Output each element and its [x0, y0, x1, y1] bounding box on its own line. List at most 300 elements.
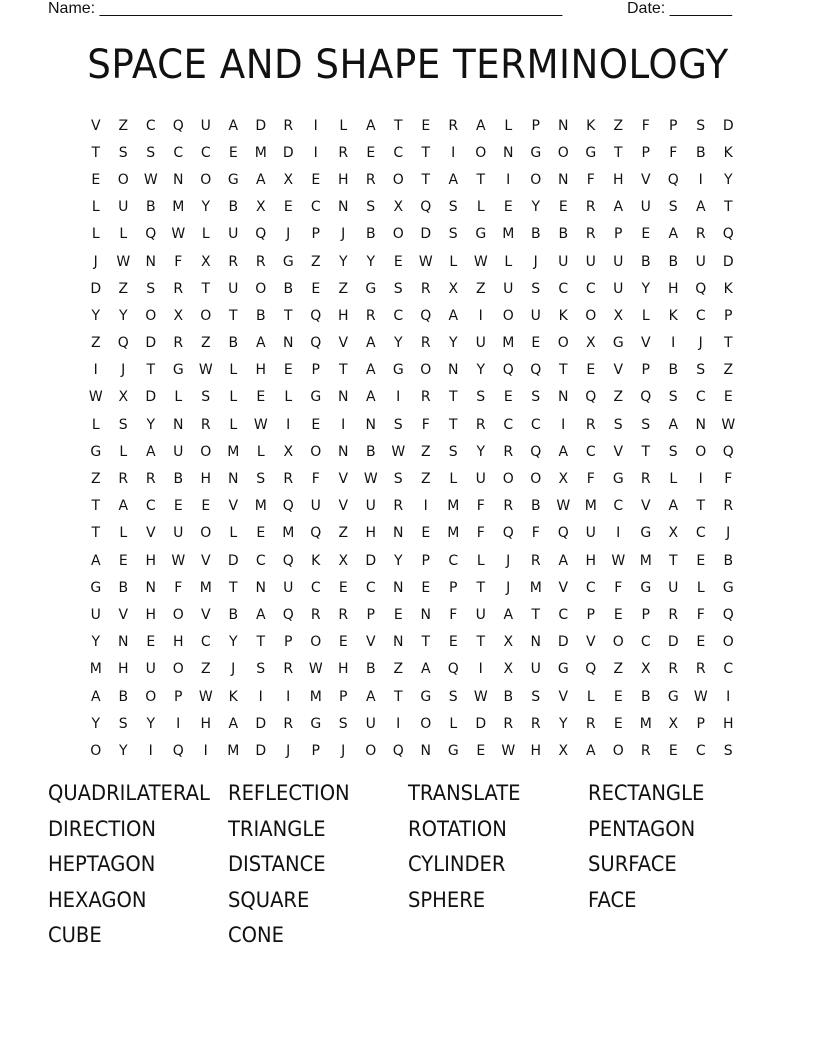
grid-letter: E [503, 389, 513, 406]
grid-letter: R [695, 226, 706, 243]
grid-letter: Z [475, 280, 486, 297]
grid-letter: Y [91, 634, 101, 651]
grid-letter: A [365, 335, 376, 352]
grid-letter: A [503, 606, 514, 623]
grid-letter: C [393, 144, 404, 161]
grid-letter: F [531, 525, 540, 542]
grid-letter: F [586, 171, 595, 188]
grid-letter: O [310, 443, 322, 460]
grid-letter: L [476, 552, 485, 569]
grid-letter: V [640, 498, 651, 515]
grid-letter: C [310, 199, 321, 216]
grid-letter: G [420, 688, 432, 705]
grid-letter: T [228, 307, 238, 324]
grid-letter: W [198, 688, 213, 705]
grid-letter: R [283, 661, 294, 678]
grid-letter: H [337, 661, 349, 678]
grid-letter: S [118, 715, 128, 732]
grid-letter: X [668, 715, 679, 732]
grid-letter: G [475, 226, 487, 243]
grid-letter: A [90, 552, 101, 569]
grid-letter: X [283, 443, 294, 460]
grid-letter: Z [723, 362, 734, 379]
grid-letter: U [90, 606, 101, 623]
grid-letter: E [118, 552, 128, 569]
grid-letter: I [726, 688, 731, 705]
grid-letter: Q [282, 552, 294, 569]
grid-letter: E [366, 144, 376, 161]
grid-letter: H [365, 525, 377, 542]
grid-letter: Q [447, 661, 459, 678]
grid-letter: F [696, 606, 705, 623]
grid-letter: S [256, 661, 266, 678]
grid-letter: N [393, 525, 404, 542]
grid-letter: E [283, 199, 293, 216]
grid-letter: S [146, 280, 156, 297]
grid-letter: X [558, 742, 569, 759]
grid-letter: I [286, 688, 291, 705]
word-list-item: FACE [588, 887, 637, 912]
grid-letter: L [229, 416, 238, 433]
grid-letter: L [119, 443, 128, 460]
grid-row [82, 112, 742, 139]
grid-letter: P [311, 742, 320, 759]
word-list-item: DIRECTION [48, 816, 157, 841]
grid-letter: I [148, 742, 153, 759]
grid-letter: I [396, 715, 401, 732]
grid-letter: P [696, 715, 705, 732]
grid-letter: N [393, 579, 404, 596]
grid-letter: B [695, 144, 706, 161]
grid-letter: C [448, 552, 459, 569]
grid-letter: Q [530, 443, 542, 460]
grid-letter: S [448, 226, 458, 243]
grid-letter: W [473, 688, 488, 705]
grid-letter: S [668, 199, 678, 216]
grid-letter: R [365, 307, 376, 324]
grid-letter: Z [613, 389, 624, 406]
grid-letter: P [174, 688, 183, 705]
grid-letter: Q [255, 226, 267, 243]
grid-letter: Q [502, 525, 514, 542]
grid-letter: Y [641, 280, 651, 297]
grid-letter: B [640, 253, 651, 270]
grid-letter: X [393, 199, 404, 216]
grid-letter: S [448, 688, 458, 705]
grid-letter: U [173, 443, 184, 460]
grid-letter: G [282, 253, 294, 270]
grid-letter: L [696, 579, 705, 596]
grid-letter: T [201, 280, 211, 297]
grid-letter: R [200, 416, 211, 433]
grid-letter: N [420, 606, 431, 623]
grid-letter: Q [667, 171, 679, 188]
grid-letter: K [723, 280, 733, 297]
grid-letter: R [723, 498, 734, 515]
grid-letter: G [667, 688, 679, 705]
grid-letter: T [531, 606, 541, 623]
grid-letter: T [476, 579, 486, 596]
grid-letter: I [258, 688, 263, 705]
grid-row [82, 139, 742, 166]
grid-letter: Y [723, 171, 733, 188]
grid-letter: N [365, 416, 376, 433]
grid-letter: A [255, 171, 266, 188]
grid-letter: E [338, 634, 348, 651]
grid-letter: I [93, 362, 98, 379]
grid-letter: X [283, 171, 294, 188]
grid-letter: O [365, 742, 377, 759]
grid-letter: O [722, 634, 734, 651]
grid-letter: R [310, 606, 321, 623]
word-list-item: TRANSLATE [408, 781, 521, 805]
grid-row [82, 357, 742, 384]
grid-row [82, 737, 742, 764]
grid-letter: M [309, 688, 322, 705]
grid-letter: E [421, 117, 431, 134]
grid-letter: K [311, 552, 321, 569]
grid-letter: A [558, 552, 569, 569]
grid-letter: R [145, 471, 156, 488]
grid-letter: L [229, 389, 238, 406]
word-list-item: SQUARE [228, 887, 310, 912]
grid-letter: G [612, 471, 624, 488]
grid-letter: D [145, 389, 157, 406]
grid-letter: I [698, 171, 703, 188]
grid-letter: I [478, 661, 483, 678]
grid-letter: O [502, 471, 514, 488]
grid-letter: F [724, 471, 733, 488]
grid-letter: S [118, 144, 128, 161]
grid-letter: S [696, 362, 706, 379]
grid-letter: O [90, 742, 102, 759]
grid-letter: N [173, 416, 184, 433]
grid-letter: F [641, 117, 650, 134]
grid-letter: F [311, 471, 320, 488]
grid-letter: O [145, 307, 157, 324]
grid-letter: E [311, 171, 321, 188]
grid-letter: Q [420, 307, 432, 324]
grid-letter: P [284, 634, 293, 651]
grid-row [82, 330, 742, 357]
grid-letter: W [363, 471, 378, 488]
grid-letter: N [338, 389, 349, 406]
grid-letter: Q [282, 606, 294, 623]
grid-letter: Y [531, 199, 541, 216]
grid-letter: J [698, 335, 703, 352]
grid-letter: R [283, 471, 294, 488]
grid-letter: T [421, 634, 431, 651]
grid-letter: B [118, 688, 129, 705]
grid-letter: R [283, 715, 294, 732]
grid-letter: A [228, 117, 239, 134]
grid-letter: A [585, 742, 596, 759]
grid-letter: T [338, 362, 348, 379]
grid-letter: T [723, 199, 733, 216]
grid-letter: V [145, 525, 156, 542]
grid-letter: C [585, 280, 596, 297]
grid-letter: V [338, 471, 349, 488]
grid-letter: K [228, 688, 238, 705]
grid-letter: L [476, 199, 485, 216]
grid-letter: Z [420, 443, 431, 460]
grid-row [82, 275, 742, 302]
grid-letter: R [365, 171, 376, 188]
grid-letter: P [366, 606, 375, 623]
grid-letter: J [341, 226, 346, 243]
grid-letter: S [393, 280, 403, 297]
grid-letter: V [558, 579, 569, 596]
grid-letter: X [200, 253, 211, 270]
grid-letter: Z [200, 335, 211, 352]
grid-letter: Q [722, 443, 734, 460]
grid-letter: O [585, 307, 597, 324]
grid-letter: J [341, 742, 346, 759]
grid-letter: T [393, 688, 403, 705]
grid-letter: R [640, 471, 651, 488]
grid-letter: H [722, 715, 734, 732]
grid-letter: I [478, 307, 483, 324]
grid-letter: G [310, 389, 322, 406]
grid-letter: P [311, 362, 320, 379]
grid-letter: M [89, 661, 102, 678]
grid-letter: T [448, 389, 458, 406]
grid-row [82, 520, 742, 547]
grid-letter: F [174, 579, 183, 596]
grid-letter: R [118, 471, 129, 488]
grid-letter: O [530, 471, 542, 488]
grid-letter: P [311, 226, 320, 243]
grid-letter: R [530, 552, 541, 569]
grid-letter: X [118, 389, 129, 406]
grid-letter: L [284, 389, 293, 406]
grid-letter: U [585, 525, 596, 542]
grid-letter: U [695, 253, 706, 270]
grid-letter: N [118, 634, 129, 651]
grid-letter: D [90, 280, 102, 297]
grid-letter: G [530, 144, 542, 161]
grid-letter: Q [310, 525, 322, 542]
grid-letter: G [640, 525, 652, 542]
grid-letter: B [365, 226, 376, 243]
grid-letter: R [475, 416, 486, 433]
grid-letter: E [696, 552, 706, 569]
word-list-item: CONE [228, 923, 284, 948]
grid-letter: S [668, 443, 678, 460]
grid-letter: R [585, 199, 596, 216]
grid-row [82, 438, 742, 465]
grid-letter: A [613, 199, 624, 216]
grid-letter: V [118, 606, 129, 623]
grid-letter: Q [282, 498, 294, 515]
grid-letter: O [200, 525, 212, 542]
grid-letter: C [640, 634, 651, 651]
grid-letter: W [693, 688, 708, 705]
grid-letter: V [613, 443, 624, 460]
grid-letter: S [338, 715, 348, 732]
grid-letter: B [255, 307, 266, 324]
grid-letter: L [174, 389, 183, 406]
grid-letter: E [228, 144, 238, 161]
grid-letter: E [311, 416, 321, 433]
grid-letter: M [227, 742, 240, 759]
grid-letter: E [613, 715, 623, 732]
grid-letter: C [530, 416, 541, 433]
grid-letter: T [476, 634, 486, 651]
grid-letter: E [723, 389, 733, 406]
grid-letter: A [558, 443, 569, 460]
grid-letter: M [227, 443, 240, 460]
grid-letter: F [449, 606, 458, 623]
grid-row [82, 465, 742, 492]
grid-letter: Y [91, 715, 101, 732]
word-list-item: CYLINDER [408, 852, 506, 877]
grid-letter: E [173, 498, 183, 515]
grid-letter: V [613, 362, 624, 379]
grid-letter: X [503, 634, 514, 651]
name-field-label: Name: ____________________________________________________ [48, 0, 563, 17]
grid-letter: M [584, 498, 597, 515]
grid-letter: N [228, 471, 239, 488]
grid-letter: C [145, 117, 156, 134]
grid-letter: B [228, 606, 239, 623]
grid-letter: T [558, 362, 568, 379]
grid-letter: S [531, 280, 541, 297]
grid-letter: W [391, 443, 406, 460]
grid-letter: I [396, 389, 401, 406]
grid-letter: J [506, 552, 511, 569]
grid-letter: H [145, 552, 157, 569]
grid-letter: M [254, 144, 267, 161]
grid-letter: B [723, 552, 734, 569]
grid-letter: N [558, 389, 569, 406]
grid-letter: C [200, 144, 211, 161]
grid-letter: O [420, 362, 432, 379]
grid-letter: Y [146, 715, 156, 732]
grid-letter: A [118, 498, 129, 515]
word-list-item: RECTANGLE [588, 781, 705, 805]
word-list-item: PENTAGON [588, 816, 696, 841]
grid-letter: A [90, 688, 101, 705]
grid-letter: G [310, 715, 322, 732]
grid-letter: G [90, 443, 102, 460]
grid-letter: O [145, 688, 157, 705]
grid-letter: E [421, 579, 431, 596]
date-field-label: Date: _______ [627, 0, 732, 17]
grid-letter: T [668, 552, 678, 569]
grid-letter: X [173, 307, 184, 324]
grid-letter: Q [502, 362, 514, 379]
grid-letter: Y [558, 715, 568, 732]
grid-letter: C [585, 443, 596, 460]
grid-letter: L [339, 117, 348, 134]
grid-letter: A [420, 661, 431, 678]
grid-letter: O [117, 171, 129, 188]
grid-letter: U [283, 579, 294, 596]
grid-letter: D [145, 335, 157, 352]
grid-letter: D [722, 253, 734, 270]
grid-letter: G [447, 742, 459, 759]
grid-letter: L [91, 199, 100, 216]
grid-letter: D [365, 552, 377, 569]
grid-letter: Z [338, 280, 349, 297]
word-list-item: DISTANCE [228, 852, 326, 877]
grid-row [82, 248, 742, 275]
grid-letter: U [228, 280, 239, 297]
grid-letter: J [286, 226, 291, 243]
grid-letter: Y [201, 199, 211, 216]
grid-letter: B [668, 253, 679, 270]
grid-letter: Q [585, 389, 597, 406]
grid-letter: Z [90, 471, 101, 488]
grid-letter: Y [393, 552, 403, 569]
grid-letter: D [255, 715, 267, 732]
grid-letter: I [616, 525, 621, 542]
grid-letter: O [502, 307, 514, 324]
grid-letter: M [447, 525, 460, 542]
grid-letter: S [393, 471, 403, 488]
grid-letter: N [558, 171, 569, 188]
grid-letter: T [421, 144, 431, 161]
grid-letter: M [639, 552, 652, 569]
grid-letter: L [641, 307, 650, 324]
grid-letter: B [228, 199, 239, 216]
grid-letter: E [586, 362, 596, 379]
grid-letter: P [586, 606, 595, 623]
grid-letter: A [668, 416, 679, 433]
word-list-item: SPHERE [408, 887, 486, 912]
grid-letter: C [200, 634, 211, 651]
grid-letter: A [365, 117, 376, 134]
grid-letter: Y [228, 634, 238, 651]
grid-letter: V [365, 634, 376, 651]
grid-letter: R [503, 715, 514, 732]
grid-letter: L [504, 117, 513, 134]
grid-letter: T [448, 416, 458, 433]
grid-letter: R [338, 606, 349, 623]
grid-letter: S [641, 416, 651, 433]
grid-letter: F [669, 144, 678, 161]
grid-letter: Z [310, 253, 321, 270]
grid-letter: W [253, 416, 268, 433]
word-list-item: ROTATION [408, 816, 507, 841]
grid-letter: L [449, 715, 458, 732]
grid-letter: S [613, 416, 623, 433]
grid-letter: D [722, 117, 734, 134]
grid-letter: A [145, 443, 156, 460]
grid-letter: L [256, 443, 265, 460]
grid-letter: E [201, 498, 211, 515]
grid-letter: X [585, 335, 596, 352]
grid-letter: C [695, 742, 706, 759]
grid-letter: E [421, 525, 431, 542]
grid-letter: O [172, 661, 184, 678]
grid-letter: S [668, 389, 678, 406]
grid-letter: R [393, 498, 404, 515]
grid-letter: V [338, 335, 349, 352]
grid-letter: N [530, 634, 541, 651]
grid-letter: R [448, 117, 459, 134]
grid-letter: H [172, 634, 184, 651]
grid-letter: F [174, 253, 183, 270]
grid-letter: E [393, 606, 403, 623]
grid-letter: U [228, 226, 239, 243]
grid-letter: E [283, 362, 293, 379]
grid-letter: Q [420, 199, 432, 216]
grid-letter: B [530, 498, 541, 515]
grid-letter: J [231, 661, 236, 678]
grid-letter: H [530, 742, 542, 759]
